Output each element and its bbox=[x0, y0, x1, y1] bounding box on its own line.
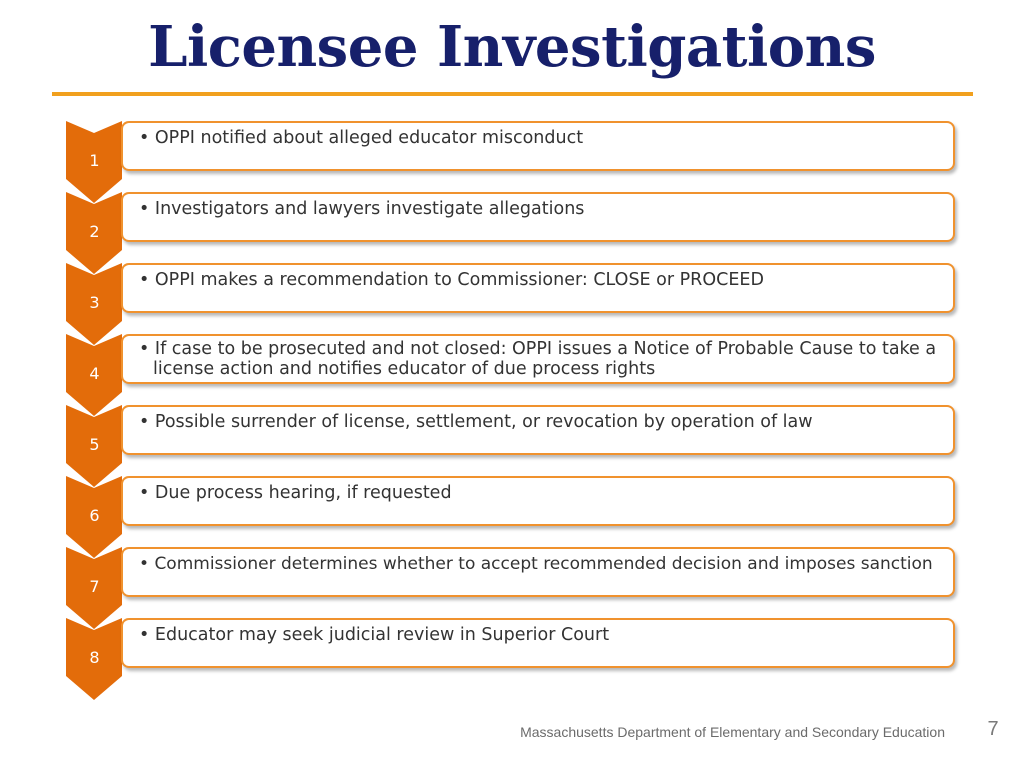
step-box-8 bbox=[121, 618, 955, 668]
process-step-5 bbox=[66, 405, 958, 460]
step-text-2: • Investigators and lawyers investigate allegations bbox=[139, 199, 585, 219]
step-box-1 bbox=[121, 121, 955, 171]
bullet: • bbox=[139, 339, 150, 359]
step-box-3 bbox=[121, 263, 955, 313]
process-step-7 bbox=[66, 547, 958, 602]
step-number-1: 1 bbox=[89, 151, 100, 170]
step-text-3: • OPPI makes a recommendation to Commissioner: CLOSE or PROCEED bbox=[139, 270, 764, 290]
step-text-1: • OPPI notified about alleged educator misconduct bbox=[139, 128, 584, 148]
bullet: • bbox=[139, 483, 150, 503]
bullet: • bbox=[139, 128, 150, 148]
step-text-7: • Commissioner determines whether to accept recommended decision and imposes sanction bbox=[139, 554, 933, 574]
step-box-6 bbox=[121, 476, 955, 526]
process-step-3 bbox=[66, 263, 958, 318]
step-box-5 bbox=[121, 405, 955, 455]
process-step-8 bbox=[66, 618, 958, 673]
page-number: 7 bbox=[987, 718, 999, 740]
title-divider bbox=[52, 92, 973, 96]
step-text-4: • If case to be prosecuted and not closed: OPPI issues a Notice of Probable Cause to take a license action and notifies educator of due process rights bbox=[139, 339, 937, 379]
step-box-2 bbox=[121, 192, 955, 242]
footer-organization: Massachusetts Department of Elementary and Secondary Education bbox=[520, 724, 945, 740]
bullet: • bbox=[139, 554, 150, 574]
step-box-7 bbox=[121, 547, 955, 597]
step-text-5: • Possible surrender of license, settlement, or revocation by operation of law bbox=[139, 412, 813, 432]
step-number-7: 7 bbox=[89, 577, 100, 596]
step-number-2: 2 bbox=[89, 222, 100, 241]
step-text-6: • Due process hearing, if requested bbox=[139, 483, 452, 503]
process-step-6 bbox=[66, 476, 958, 531]
step-number-5: 5 bbox=[89, 435, 100, 454]
bullet: • bbox=[139, 412, 150, 432]
bullet: • bbox=[139, 199, 150, 219]
bullet: • bbox=[139, 270, 150, 290]
step-number-3: 3 bbox=[89, 293, 100, 312]
bullet: • bbox=[139, 625, 150, 645]
step-box-4 bbox=[121, 334, 955, 384]
slide-title: Licensee Investigations bbox=[148, 14, 876, 80]
process-step-2 bbox=[66, 192, 958, 247]
process-step-4 bbox=[66, 334, 958, 389]
step-number-4: 4 bbox=[89, 364, 100, 383]
step-number-6: 6 bbox=[89, 506, 100, 525]
process-step-1 bbox=[66, 121, 958, 176]
step-text-8: • Educator may seek judicial review in Superior Court bbox=[139, 625, 610, 645]
step-number-8: 8 bbox=[89, 648, 100, 667]
